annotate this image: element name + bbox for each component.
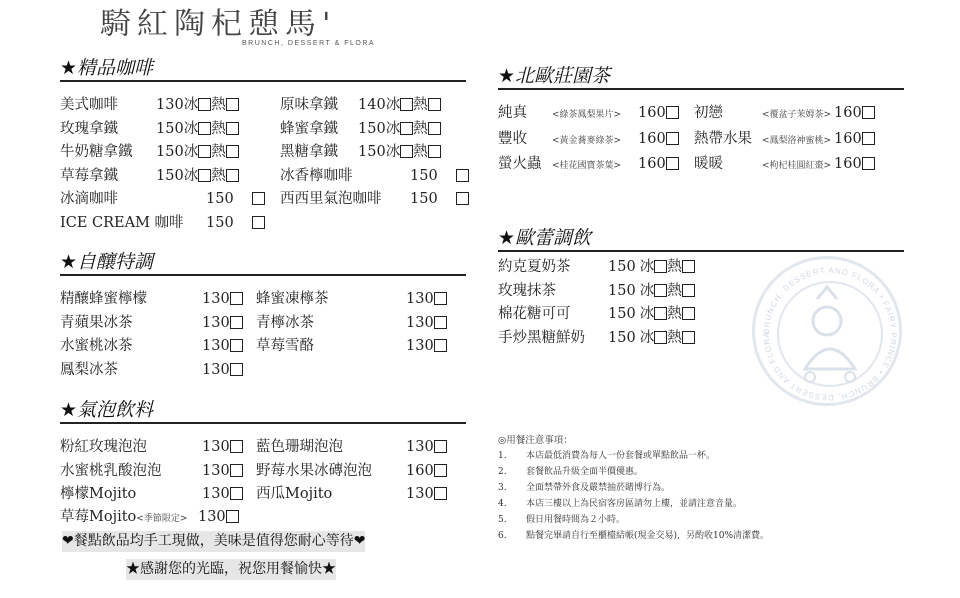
item-price: 130	[202, 291, 230, 307]
menu-item	[60, 141, 265, 165]
menu-item	[60, 483, 243, 507]
menu-item	[256, 436, 447, 460]
item-name: 冰滴咖啡	[60, 191, 118, 207]
order-checkbox[interactable]	[230, 339, 243, 352]
item-price: 150	[608, 282, 636, 299]
item-price: 160	[834, 156, 862, 172]
order-checkbox[interactable]	[654, 307, 667, 320]
order-checkbox[interactable]	[434, 339, 447, 352]
menu-item	[694, 102, 875, 128]
order-checkbox[interactable]	[198, 122, 211, 135]
menu-item	[694, 153, 875, 179]
signature-list-right	[256, 288, 447, 359]
logo-tagline: BRUNCH, DESSERT & FLORA	[242, 40, 376, 47]
item-name: 豐收	[498, 130, 527, 147]
order-checkbox[interactable]	[400, 98, 413, 111]
menu-item	[60, 212, 265, 236]
item-price: 130	[406, 314, 434, 331]
note-number: 4.	[498, 499, 507, 509]
ice-label: 冰	[385, 144, 401, 160]
order-checkbox[interactable]	[400, 122, 413, 135]
order-checkbox[interactable]	[226, 122, 239, 135]
order-checkbox[interactable]	[434, 316, 447, 329]
order-checkbox[interactable]	[428, 145, 441, 158]
ice-label: 冰	[183, 167, 199, 184]
menu-item	[498, 280, 695, 304]
signature-list-left	[60, 288, 243, 382]
item-name: 粉紅玫瑰泡泡	[60, 439, 147, 455]
menu-item	[256, 335, 447, 359]
hot-label: 熱	[413, 97, 428, 113]
item-price: 150	[410, 191, 438, 207]
sparkling-seasonal-item	[60, 506, 239, 532]
order-checkbox[interactable]	[226, 169, 239, 182]
order-checkbox[interactable]	[862, 106, 875, 119]
menu-item	[694, 128, 875, 154]
menu-item	[498, 256, 695, 280]
hot-label: 熱	[211, 167, 226, 184]
order-checkbox[interactable]	[862, 132, 875, 145]
ice-label: 冰	[639, 329, 655, 346]
item-name: 青蘋果冰茶	[60, 314, 133, 331]
menu-item	[280, 118, 469, 142]
item-desc: <枸杞桂圓紅棗>	[762, 161, 832, 171]
item-price: 130	[202, 439, 230, 455]
svg-text:BRUNCH, DESSERT AND FLORA • FA: BRUNCH, DESSERT AND FLORA • FAIRY PRINCE • BRUNCH, DESSERT AND FLORA	[761, 265, 899, 403]
item-price: 150	[156, 120, 184, 137]
item-name: 原味拿鐵	[280, 97, 338, 113]
order-checkbox[interactable]	[654, 331, 667, 344]
item-name: 蜂蜜拿鐵	[280, 120, 338, 137]
menu-item	[280, 188, 469, 212]
item-price: 130	[202, 338, 230, 354]
ice-label: 冰	[385, 97, 401, 113]
hot-label: 熱	[667, 329, 682, 346]
menu-item	[60, 359, 243, 383]
ice-label: 冰	[183, 120, 199, 137]
note-item	[498, 528, 769, 544]
note-item	[498, 448, 769, 464]
item-name: 鳳梨冰茶	[60, 361, 118, 378]
seasonal-note: <季節限定>	[136, 514, 188, 524]
item-price: 150	[358, 120, 386, 137]
ice-label: 冰	[639, 282, 655, 299]
menu-item	[60, 436, 243, 460]
hot-label: 熱	[667, 259, 682, 275]
ice-label: 冰	[639, 259, 655, 275]
menu-item	[60, 118, 265, 142]
coffee-list-right	[280, 94, 469, 212]
item-name: 草莓拿鐵	[60, 167, 118, 184]
item-name: 藍色珊瑚泡泡	[256, 439, 343, 455]
item-name: 手炒黑糖鮮奶	[498, 329, 585, 346]
order-checkbox[interactable]	[198, 169, 211, 182]
item-price: 150	[206, 214, 234, 231]
hot-label: 熱	[211, 120, 226, 137]
note-text: 本店三樓以上為民宿客房區請勿上樓，並請注意音量。	[526, 499, 743, 509]
item-price: 150	[156, 144, 184, 160]
item-desc: <綠茶鳳梨果片>	[552, 110, 622, 120]
note-text: 點餐完畢請自行至櫃檯結帳(現金交易)，另酌收10%清潔費。	[526, 531, 770, 541]
item-price: 150	[410, 167, 438, 184]
item-price: 160	[638, 105, 666, 121]
menu-item	[256, 483, 447, 507]
order-checkbox[interactable]	[666, 106, 679, 119]
item-name: 初戀	[694, 105, 723, 121]
item-price: 130	[406, 486, 434, 502]
item-price: 130	[202, 486, 230, 502]
ice-label: 冰	[385, 120, 401, 137]
item-name: 西瓜Mojito	[256, 486, 333, 502]
logo-name: 騎紅陶杞憩馬'	[100, 6, 337, 42]
menu-item	[256, 460, 447, 484]
item-desc: <黃金蕎麥綠茶>	[552, 135, 622, 146]
item-name: 水蜜桃冰茶	[60, 338, 133, 354]
menu-item	[498, 303, 695, 327]
order-checkbox[interactable]	[230, 487, 243, 500]
item-desc: <覆盆子茉姆茶>	[762, 110, 832, 120]
order-checkbox[interactable]	[400, 145, 413, 158]
menu-item	[498, 327, 695, 351]
order-checkbox[interactable]	[226, 98, 239, 111]
sparkling-list-right	[256, 436, 447, 507]
item-price: 150	[206, 191, 234, 207]
ice-label: 冰	[183, 97, 199, 113]
item-name: 牛奶糖拿鐵	[60, 144, 133, 160]
tea-list-right	[694, 102, 875, 179]
hot-label: 熱	[413, 144, 428, 160]
order-checkbox[interactable]	[230, 440, 243, 453]
order-checkbox[interactable]	[252, 216, 265, 229]
menu-item	[60, 94, 265, 118]
item-price: 130	[202, 314, 230, 331]
menu-item	[60, 312, 243, 336]
menu-item	[60, 460, 243, 484]
note-text: 全面禁帶外食及嚴禁抽菸賭博行為。	[526, 483, 671, 493]
item-name: 草莓雪酪	[256, 338, 314, 354]
note-text: 本店最低消費為每人一份套餐或單點飲品一杯。	[526, 451, 716, 461]
menu-item	[60, 335, 243, 359]
hot-label: 熱	[413, 120, 428, 137]
order-checkbox[interactable]	[456, 169, 469, 182]
item-desc: <桂花國寶茶葉>	[552, 161, 622, 171]
item-name: 檸檬Mojito	[60, 486, 137, 502]
hot-label: 熱	[667, 282, 682, 299]
order-checkbox[interactable]	[230, 464, 243, 477]
order-checkbox[interactable]	[428, 98, 441, 111]
order-checkbox[interactable]	[198, 145, 211, 158]
ice-label: 冰	[639, 306, 655, 322]
note-item	[498, 496, 769, 512]
order-checkbox[interactable]	[682, 260, 695, 273]
sparkling-list-left	[60, 436, 243, 507]
item-name: ICE CREAM 咖啡	[60, 214, 184, 231]
order-checkbox[interactable]	[230, 316, 243, 329]
menu-item	[498, 128, 679, 154]
menu-item	[498, 102, 679, 128]
item-price: 130	[406, 291, 434, 307]
order-checkbox[interactable]	[226, 145, 239, 158]
section-title-sparkling: ★氣泡飲料	[60, 398, 466, 424]
notes-title: ◎用餐注意事項：	[498, 435, 573, 446]
item-name: 西西里氣泡咖啡	[280, 191, 382, 207]
note-text: 套餐飲品升級全面半價優惠。	[526, 467, 644, 477]
order-checkbox[interactable]	[434, 292, 447, 305]
handmade-banner: ❤餐點飲品均手工現做，美味是值得您耐心等待❤	[62, 531, 365, 552]
order-checkbox[interactable]	[230, 363, 243, 376]
item-name: 玫瑰拿鐵	[60, 120, 118, 137]
item-name: 冰香檸咖啡	[280, 167, 353, 184]
order-checkbox[interactable]	[682, 307, 695, 320]
order-checkbox[interactable]	[456, 192, 469, 205]
menu-item	[280, 94, 469, 118]
item-price: 130	[197, 509, 226, 525]
note-item	[498, 464, 769, 480]
menu-item	[498, 153, 679, 179]
section-title-european: ★歐蕾調飲	[498, 226, 904, 252]
menu-item	[60, 188, 265, 212]
item-name: 美式咖啡	[60, 97, 118, 113]
note-number: 5.	[498, 515, 507, 525]
thanks-banner: ★感謝您的光臨，祝您用餐愉快★	[126, 559, 336, 580]
item-name: 野莓水果冰磚泡泡	[256, 462, 372, 479]
item-name: 暖暖	[694, 156, 723, 172]
section-title-coffee: ★精品咖啡	[60, 56, 466, 82]
note-item	[498, 480, 769, 496]
item-price: 160	[834, 105, 862, 121]
note-number: 1.	[498, 451, 507, 461]
order-checkbox[interactable]	[666, 132, 679, 145]
item-price: 160	[834, 130, 862, 147]
item-price: 130	[202, 462, 230, 479]
item-name: 精釀蜂蜜檸檬	[60, 291, 147, 307]
item-price: 130	[202, 361, 230, 378]
item-name: 水蜜桃乳酸泡泡	[60, 462, 162, 479]
item-price: 150	[608, 329, 636, 346]
item-price: 150	[608, 259, 636, 275]
item-price: 160	[638, 130, 666, 147]
item-name: 蜂蜜凍檸茶	[256, 291, 329, 307]
hot-label: 熱	[211, 144, 226, 160]
item-price: 150	[608, 306, 636, 322]
hot-label: 熱	[667, 306, 682, 322]
order-checkbox[interactable]	[428, 122, 441, 135]
note-item	[498, 512, 769, 528]
order-checkbox[interactable]	[682, 284, 695, 297]
item-name: 草莓Mojito	[60, 509, 137, 525]
order-checkbox[interactable]	[682, 331, 695, 344]
item-price: 160	[638, 156, 666, 172]
order-checkbox[interactable]	[252, 192, 265, 205]
order-checkbox[interactable]	[434, 440, 447, 453]
menu-item	[280, 165, 469, 189]
item-desc: <鳳梨洛神蜜桃>	[762, 135, 832, 146]
order-checkbox[interactable]	[434, 487, 447, 500]
stamp-logo	[752, 256, 902, 406]
order-checkbox[interactable]	[230, 292, 243, 305]
item-name: 螢火蟲	[498, 156, 542, 172]
menu-item	[280, 141, 469, 165]
order-checkbox[interactable]	[226, 510, 239, 523]
order-checkbox[interactable]	[434, 464, 447, 477]
ice-label: 冰	[183, 144, 199, 160]
section-title-signature: ★自釀特調	[60, 250, 466, 276]
tea-list-left	[498, 102, 679, 179]
order-checkbox[interactable]	[654, 260, 667, 273]
note-number: 3.	[498, 483, 507, 493]
menu-item	[60, 288, 243, 312]
menu-item	[256, 288, 447, 312]
logo	[100, 6, 440, 50]
menu-item	[256, 312, 447, 336]
item-price: 130	[406, 338, 434, 354]
section-title-tea: ★北歐莊園茶	[498, 64, 904, 90]
hot-label: 熱	[211, 97, 226, 113]
item-price: 150	[358, 144, 386, 160]
item-name: 約克夏奶茶	[498, 259, 571, 275]
notes-list	[498, 448, 769, 544]
order-checkbox[interactable]	[198, 98, 211, 111]
order-checkbox[interactable]	[666, 157, 679, 170]
item-price: 130	[156, 97, 184, 113]
order-checkbox[interactable]	[654, 284, 667, 297]
note-number: 6.	[498, 531, 507, 541]
note-number: 2.	[498, 467, 507, 477]
item-price: 160	[406, 462, 434, 479]
item-name: 熱帶水果	[694, 130, 752, 147]
item-price: 130	[406, 439, 434, 455]
european-list	[498, 256, 695, 350]
coffee-list-left	[60, 94, 265, 235]
menu-item	[60, 165, 265, 189]
item-name: 棉花糖可可	[498, 306, 571, 322]
item-price: 150	[156, 167, 184, 184]
item-name: 黑糖拿鐵	[280, 144, 338, 160]
note-text: 假日用餐時間為２小時。	[526, 515, 626, 525]
item-name: 純真	[498, 105, 527, 121]
item-price: 140	[358, 97, 386, 113]
order-checkbox[interactable]	[862, 157, 875, 170]
item-name: 玫瑰抹茶	[498, 282, 556, 299]
item-name: 青檸冰茶	[256, 314, 314, 331]
